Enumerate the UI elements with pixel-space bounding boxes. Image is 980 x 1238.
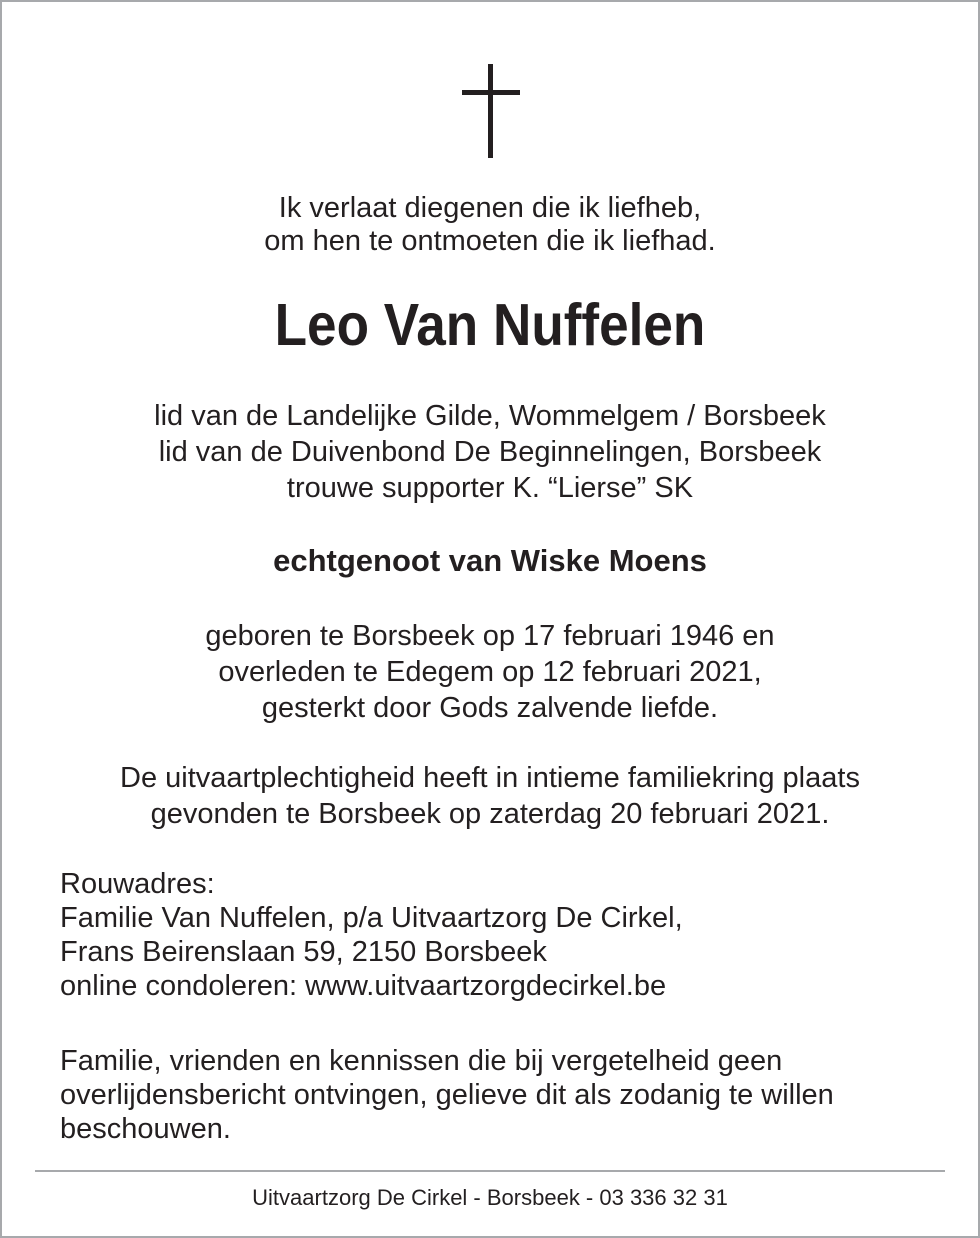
memberships [0,398,980,506]
ceremony-line: gevonden te Borsbeek op zaterdag 20 februari 2021. [150,798,830,830]
spouse: echtgenoot van Wiske Moens [273,543,707,578]
address-line: Familie Van Nuffelen, p/a Uitvaartzorg De Cirkel, [60,902,683,934]
address-line: Rouwadres: [60,868,215,900]
latin-cross-icon [462,64,520,158]
footer-divider [35,1170,945,1172]
address-line: Frans Beirenslaan 59, 2150 Borsbeek [60,936,547,968]
mourning-address [60,867,940,1003]
condolence-line: online condoleren: www.uitvaartzorgdecirkel.be [60,970,667,1002]
deceased-name: Leo Van Nuffelen [274,292,706,358]
notice-line: overlijdensbericht ontvingen, gelieve dit als zodanig te willen [60,1079,834,1111]
ceremony-info [0,760,980,832]
notice-line: Familie, vrienden en kennissen die bij vergetelheid geen [60,1045,783,1077]
life-dates [0,618,980,726]
life-dates-line: overleden te Edegem op 12 februari 2021, [218,656,762,688]
membership-line: lid van de Duivenbond De Beginnelingen, Borsbeek [158,436,822,468]
notice-line: beschouwen. [60,1113,231,1145]
life-dates-line: gesterkt door Gods zalvende liefde. [261,692,719,724]
motto-line: Ik verlaat diegenen die ik liefheb, [278,192,702,224]
motto-line: om hen te ontmoeten die ik liefhad. [264,225,716,257]
life-dates-line: geboren te Borsbeek op 17 februari 1946 en [205,620,775,652]
membership-line: lid van de Landelijke Gilde, Wommelgem / Borsbeek [154,400,826,432]
notice [60,1044,940,1146]
motto [0,192,980,258]
membership-line: trouwe supporter K. “Lierse” SK [286,472,694,504]
footer: Uitvaartzorg De Cirkel - Borsbeek - 03 336 32 31 [252,1185,728,1210]
ceremony-line: De uitvaartplechtigheid heeft in intieme familiekring plaats [120,762,860,794]
